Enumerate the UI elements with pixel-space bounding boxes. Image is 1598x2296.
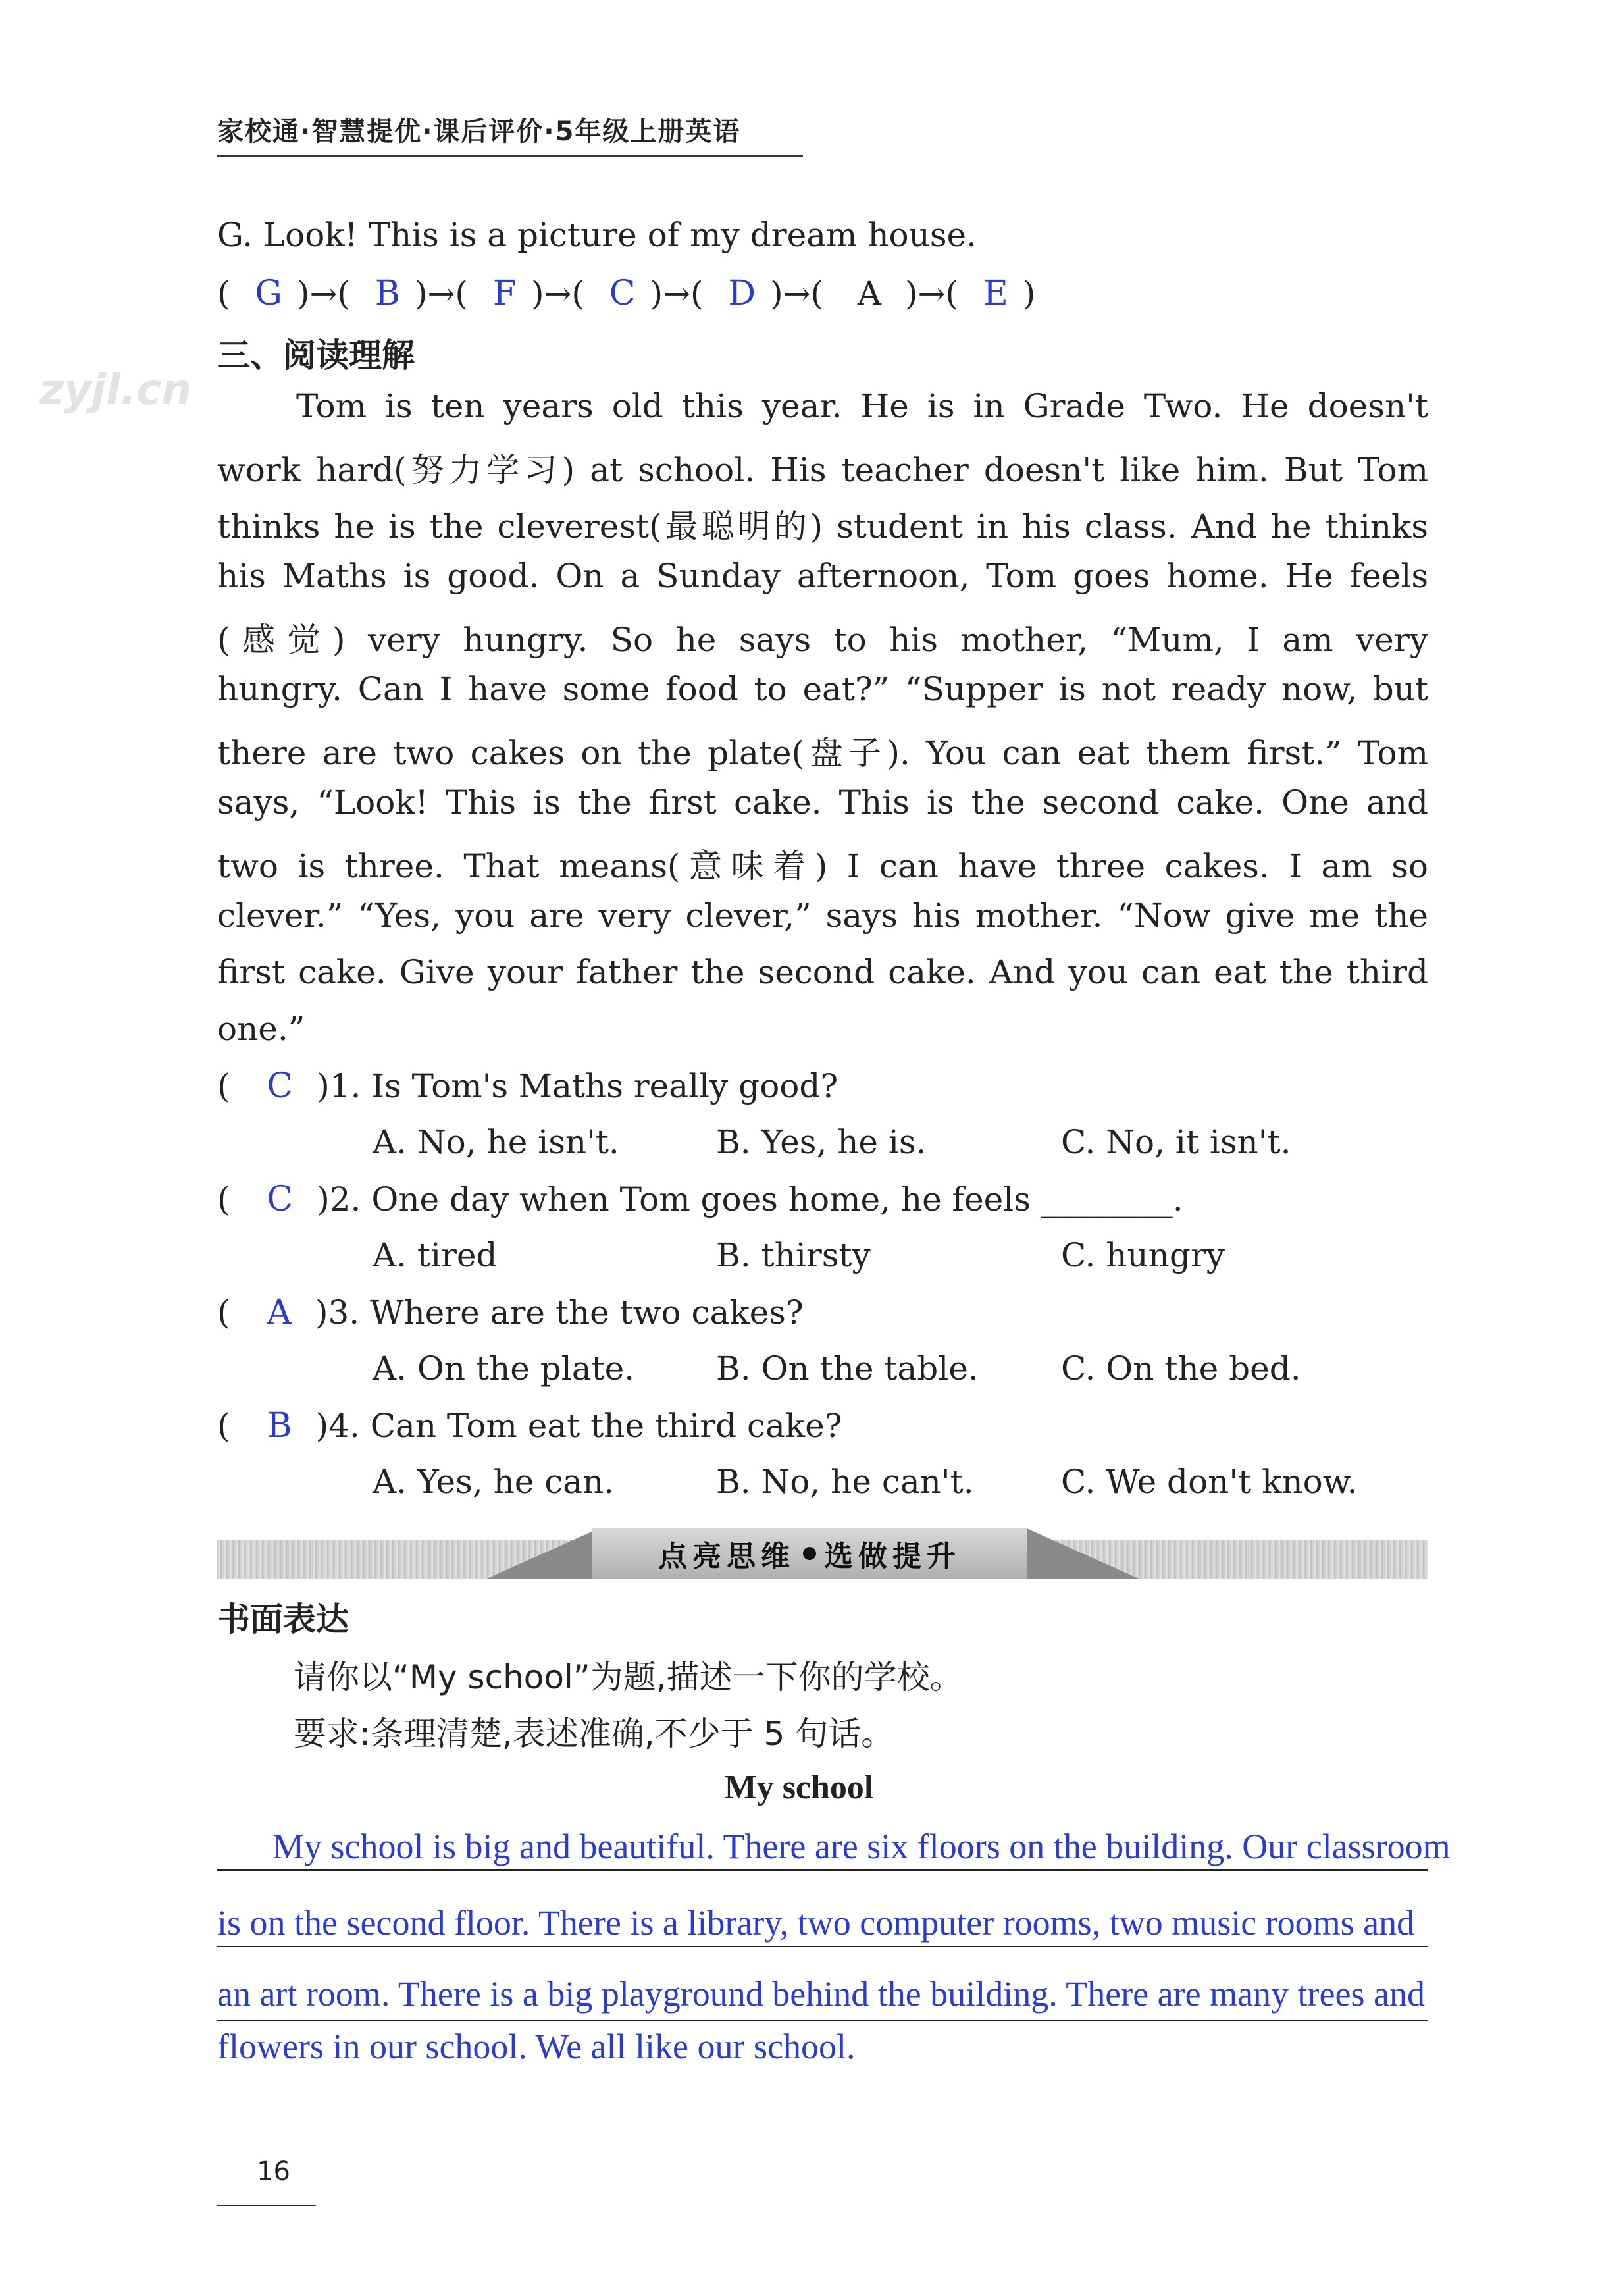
banner-left-text: 点亮思维 <box>658 1540 795 1573</box>
essay-line: My school is big and beautiful. There are six floors on the building. Our classroom <box>272 1827 1451 1866</box>
question-4-option-b: B. No, he can't. <box>716 1463 974 1501</box>
banner-dot-icon <box>803 1547 816 1560</box>
section-banner <box>592 1528 1027 1578</box>
writing-instruction: 请你以“My school”为题,描述一下你的学校。 <box>294 1658 963 1696</box>
order-answer-7: E <box>983 274 1008 313</box>
essay-line: is on the second floor. There is a library, two computer rooms, two music rooms and <box>217 1903 1415 1943</box>
writing-rule <box>217 1946 1428 1947</box>
question-1-option-c: C. No, it isn't. <box>1061 1123 1291 1161</box>
page-number-rule <box>217 2205 316 2206</box>
paren-open: ( <box>217 274 230 313</box>
arrow-6: )→( <box>905 274 958 313</box>
order-answer-6: A <box>857 274 882 313</box>
essay-line: flowers in our school. We all like our school. <box>217 2027 856 2066</box>
passage-line: one.” <box>217 1010 305 1048</box>
banner-right-ornament <box>1027 1528 1139 1578</box>
passage-line: hungry. Can I have some food to eat?” “Supper is not ready now, but <box>217 670 1428 708</box>
question-3-answer: A <box>267 1293 292 1332</box>
question-1 <box>217 1066 838 1106</box>
arrow-4: )→( <box>650 274 704 313</box>
passage-line: (感觉) very hungry. So he says to his mother, “Mum, I am very <box>217 621 1428 659</box>
order-answer-3: F <box>492 274 517 313</box>
question-2-option-c: C. hungry <box>1061 1236 1225 1274</box>
paren-open: ( <box>217 1067 230 1105</box>
passage-line: says, “Look! This is the first cake. This is the second cake. One and <box>217 783 1428 822</box>
item-g: G. Look! This is a picture of my dream house. <box>217 216 977 254</box>
question-2 <box>217 1180 1183 1219</box>
order-answer-row <box>217 274 1035 313</box>
paren-close: ) <box>1022 274 1036 313</box>
writing-section-title: 书面表达 <box>217 1600 349 1638</box>
page-number: 16 <box>257 2156 290 2187</box>
paren-open: ( <box>217 1293 230 1332</box>
question-2-option-b: B. thirsty <box>716 1236 871 1274</box>
question-2-stem: )2. One day when Tom goes home, he feels ________. <box>317 1180 1183 1218</box>
watermark-logo: zyjl.cn <box>39 366 192 415</box>
order-answer-5: D <box>728 274 756 313</box>
header-rule <box>217 155 803 157</box>
paren-open: ( <box>217 1180 230 1218</box>
passage-line: his Maths is good. On a Sunday afternoon, Tom goes home. He feels <box>217 557 1428 595</box>
question-2-option-a: A. tired <box>373 1236 498 1274</box>
question-1-stem: )1. Is Tom's Maths really good? <box>317 1067 838 1105</box>
order-answer-2: B <box>374 274 401 313</box>
section-title-reading: 三、阅读理解 <box>217 336 415 375</box>
passage-line: there are two cakes on the plate(盘子). You can eat them first.” Tom <box>217 734 1428 772</box>
writing-rule <box>217 1869 1428 1871</box>
passage-line: work hard(努力学习) at school. His teacher doesn't like him. But Tom <box>217 451 1428 489</box>
question-4-answer: B <box>267 1406 292 1446</box>
question-3-option-c: C. On the bed. <box>1061 1349 1301 1388</box>
passage-line: two is three. That means(意味着) I can have three cakes. I am so <box>217 847 1428 885</box>
writing-requirement: 要求:条理清楚,表述准确,不少于 5 句话。 <box>294 1715 894 1753</box>
passage-line: first cake. Give your father the second cake. And you can eat the third <box>217 953 1428 991</box>
question-1-option-a: A. No, he isn't. <box>373 1123 619 1161</box>
order-answer-4: C <box>609 274 636 313</box>
question-4 <box>217 1406 842 1446</box>
writing-rule <box>217 2020 1428 2021</box>
question-3 <box>217 1293 804 1332</box>
question-4-option-a: A. Yes, he can. <box>373 1463 615 1501</box>
order-answer-1: G <box>255 274 282 313</box>
question-3-option-a: A. On the plate. <box>373 1349 635 1388</box>
passage-line: clever.” “Yes, you are very clever,” says his mother. “Now give me the <box>217 897 1428 935</box>
question-1-option-b: B. Yes, he is. <box>716 1123 927 1161</box>
arrow-5: )→( <box>770 274 824 313</box>
question-4-option-c: C. We don't know. <box>1061 1463 1358 1501</box>
arrow-1: )→( <box>296 274 350 313</box>
banner-right-text: 选做提升 <box>824 1540 961 1573</box>
passage-line: thinks he is the cleverest(最聪明的) student in his class. And he thinks <box>217 508 1428 546</box>
question-1-answer: C <box>267 1066 294 1106</box>
arrow-2: )→( <box>415 274 468 313</box>
essay-line: an art room. There is a big playground behind the building. There are many trees and <box>217 1974 1425 2014</box>
question-3-stem: )3. Where are the two cakes? <box>315 1293 804 1332</box>
question-4-stem: )4. Can Tom eat the third cake? <box>315 1407 842 1445</box>
arrow-3: )→( <box>530 274 584 313</box>
paren-open: ( <box>217 1407 230 1445</box>
essay-title: My school <box>724 1769 874 1806</box>
passage-line: Tom is ten years old this year. He is in Grade Two. He doesn't <box>296 387 1428 425</box>
question-3-option-b: B. On the table. <box>716 1349 979 1388</box>
page-header-title: 家校通·智慧提优·课后评价·5年级上册英语 <box>217 117 741 147</box>
banner-left-ornament <box>487 1528 599 1578</box>
question-2-answer: C <box>267 1180 294 1219</box>
